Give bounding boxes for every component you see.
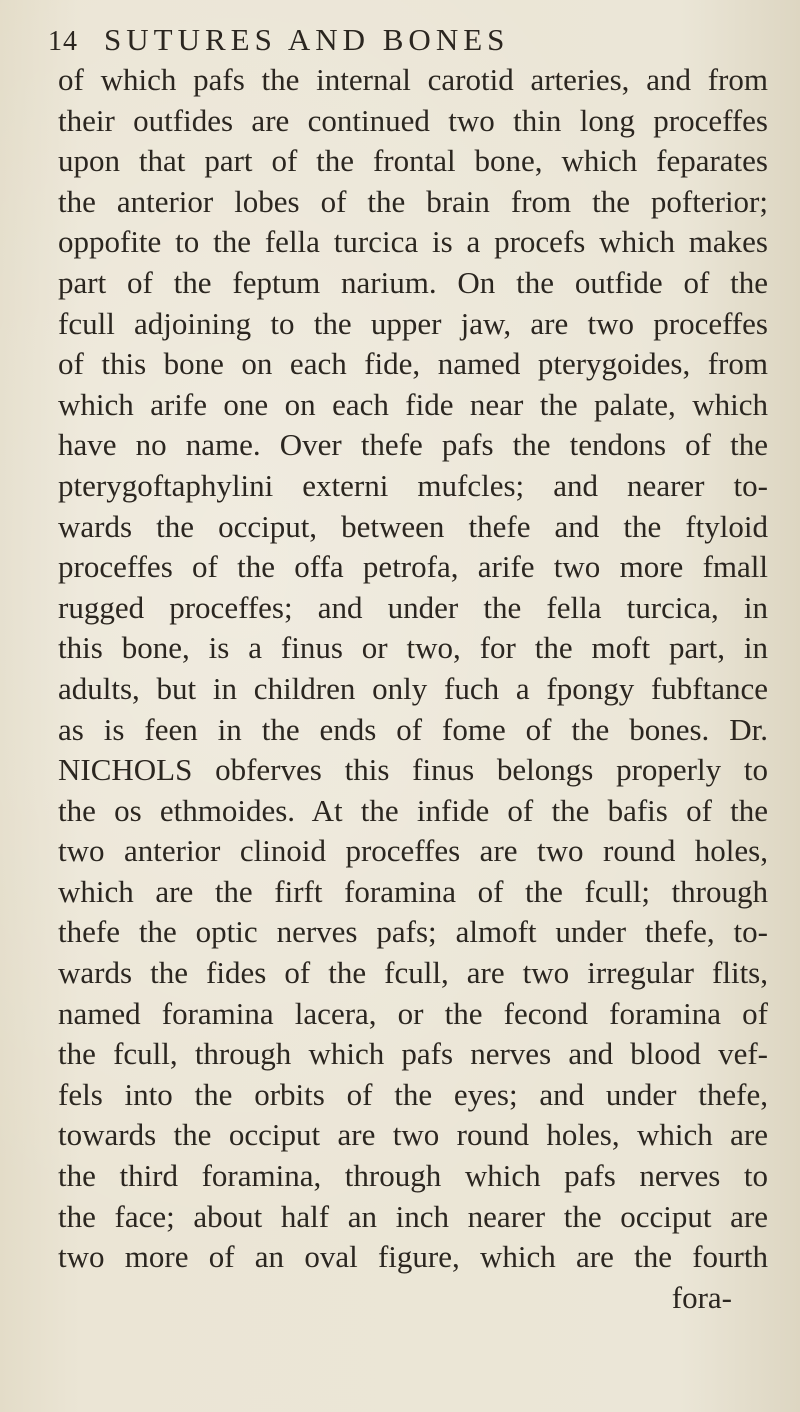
text-line: NICHOLS obferves this finus belongs properly to [58,752,768,788]
text-line: this bone, is a finus or two, for the moft part, in [58,630,768,666]
text-line: the face; about half an inch nearer the occiput are [58,1198,768,1234]
text-line: rugged proceffes; and under the fella turcica, in [58,589,768,625]
text-line: the os ethmoides. At the infide of the bafis of the [58,792,768,828]
body-text [58,60,768,1318]
text-line: of this bone on each fide, named pterygoides, from [58,346,768,382]
text-line: the third foramina, through which pafs nerves to [58,1158,768,1194]
text-line: upon that part of the frontal bone, which feparates [58,143,768,179]
page-number: 14 [48,26,78,57]
text-line: the fcull, through which pafs nerves and blood vef- [58,1036,768,1072]
text-line: two more of an oval figure, which are the fourth [58,1239,768,1275]
text-line: fels into the orbits of the eyes; and under thefe, [58,1076,768,1112]
text-line: the anterior lobes of the brain from the pofterior; [58,183,768,219]
text-line: thefe the optic nerves pafs; almoft under thefe, to- [58,914,768,950]
text-line: have no name. Over thefe pafs the tendons of the [58,427,768,463]
text-line: which arife one on each fide near the palate, which [58,386,768,422]
text-line: wards the fides of the fcull, are two irregular flits, [58,955,768,991]
text-line: pterygoftaphylini externi mufcles; and nearer to- [58,467,768,503]
text-line: proceffes of the offa petrofa, arife two more fmall [58,549,768,585]
text-line: of which pafs the internal carotid arteries, and from [58,62,768,97]
text-line: oppofite to the fella turcica is a procefs which makes [58,224,768,260]
catchword: fora- [671,1279,732,1315]
text-line: towards the occiput are two round holes, which are [58,1117,768,1153]
text-line: their outfides are continued two thin long proceffes [58,102,768,138]
text-line: which are the firft foramina of the fcull; through [58,873,768,909]
text-line: two anterior clinoid proceffes are two round holes, [58,833,768,869]
text-line: as is feen in the ends of fome of the bones. Dr. [58,711,768,747]
text-line: fcull adjoining to the upper jaw, are two proceffes [58,305,768,341]
running-head [48,22,748,62]
text-line: part of the feptum narium. On the outfide of the [58,264,768,300]
text-line: adults, but in children only fuch a fpongy fubftance [58,670,768,706]
text-line: wards the occiput, between thefe and the ftyloid [58,508,768,544]
running-title: SUTURES AND BONES [104,22,510,57]
text-line: named foramina lacera, or the fecond foramina of [58,995,768,1031]
